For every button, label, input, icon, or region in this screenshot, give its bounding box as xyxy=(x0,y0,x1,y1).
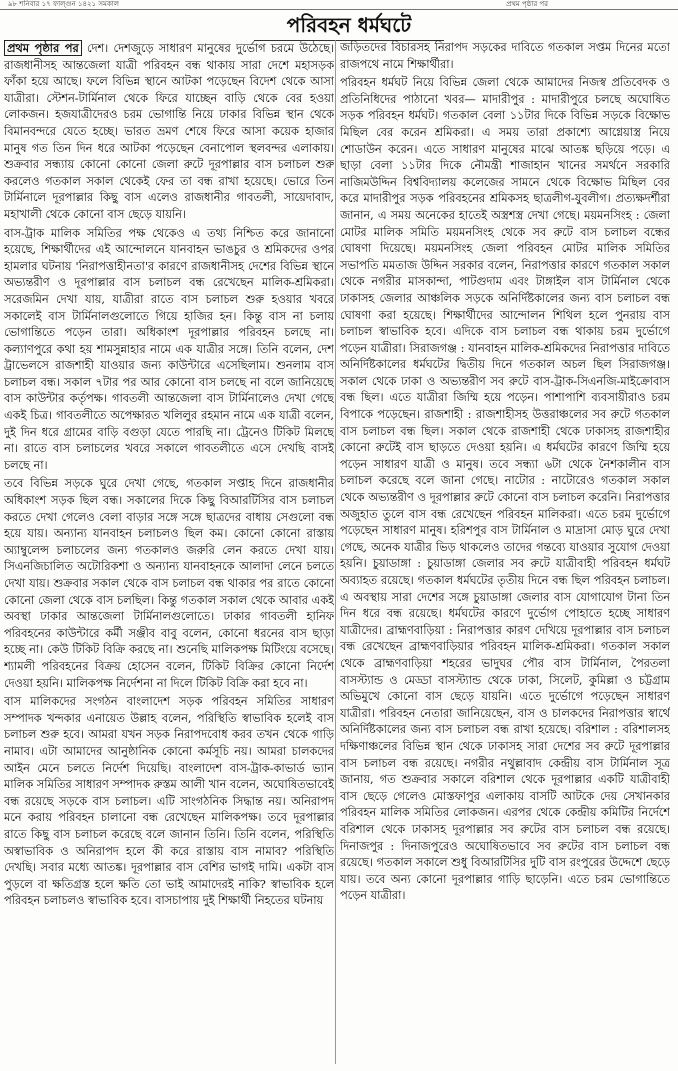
paragraph xyxy=(4,40,334,224)
article-headline: পরিবহন ধর্মঘটে xyxy=(254,10,444,41)
paragraph: জড়িতদের বিচারসহ নিরাপদ সড়কের দাবিতে গতকাল সপ্তম দিনের মতো রাজপথে নামে শিক্ষার্থীরা। xyxy=(340,41,670,71)
page-folio: ৯৮ শনিবার ১৭ ফাল্গুন ১৪২১ সমকাল xyxy=(8,0,119,8)
column-divider xyxy=(335,40,336,1064)
right-column xyxy=(340,40,670,1064)
paragraph-text: দেশ। দেশজুড়ে সাধারণ মানুষের দুর্ভোগ চরমে উঠেছে। রাজধানীসহ আন্তজেলা যাত্রী পরিবহন বন্ধ থাকায় সারা দেশে মহাসড়ক ফাঁকা হয়ে আছে। ফলে বিভিন্ন স্থানে আটকা পড়েছেন বিদেশ থেকে আসা যাত্রীরা। স্টেশন-টার্মিনাল থেকে ফিরে যাচ্ছেন বাড়ি থেকে বের হওয়া লোকজন। হজযাত্রীদেরও চরম ভোগান্তি নিয়ে ঢাকার বিভিন্ন স্থান থেকে বিমানবন্দরে যেতে হচ্ছে। ভারত ভ্রমণ শেষে ফিরে আসা কয়েক হাজার মানুষ গত তিন দিন ধরে আটকা পড়েছেন বেনাপোল স্থলবন্দর এলাকায়। শুক্রবার সন্ধ্যায় কোনো কোনো জেলা রুটে দূরপাল্লার বাস চলাচল শুরু করলেও গতকাল সকাল থেকেই ফের তা বন্ধ রাখা হয়েছে। ভোরে তিন টার্মিনালে দূরপাল্লার কিছু বাস এলেও রাজধানীর গাবতলী, সায়েদাবাদ, মহাখালী থেকে কোনো বাস ছেড়ে যায়নি। xyxy=(4,42,334,221)
paragraph: বাস-ট্রাক মালিক সমিতির পক্ষ থেকেও এ তথ্য নিশ্চিত করে জানানো হয়েছে, শিক্ষার্থীদের এই আন্দোলনে যানবাহন ভাঙচুর ও শ্রমিকদের ওপর হামলার ঘটনায় 'নিরাপত্তাহীনতা'র কারণে রাজধানীসহ দেশের বিভিন্ন স্থানে অভ্যন্তরীণ ও দূরপাল্লার বাস চলাচল বন্ধ রেখেছেন মালিক-শ্রমিকরা। সরেজমিন দেখা যায়, যাত্রীরা রাতে বাস চলাচল শুরু হওয়ার খবরে সকালেই বাস টার্মিনালগুলোতে গিয়ে হাজির হন। কিন্তু বাস না চলায় ভোগান্তিতে পড়েন তারা। অধিকাংশ দূরপাল্লার পরিবহন চলছে না। কল্যাণপুরে কথা হয় শামসুন্নাহার নামে এক যাত্রীর সঙ্গে। তিনি বলেন, দেশ ট্রাভেলসে রাজশাহী যাওয়ার জন্য কাউন্টারে এসেছিলাম। শুনলাম বাস চলাচল বন্ধ। সকাল ৭টার পর আর কোনো বাস চলছে না বলে জানিয়েছে বাস কাউন্টার কর্তৃপক্ষ। গাবতলী আন্তজেলা বাস টার্মিনালেও দেখা গেছে একই চিত্র। গাবতলীতে অপেক্ষারত খলিলুর রহমান নামে এক যাত্রী বলেন, দুই দিন ধরে গ্রামের বাড়ি বগুড়া যেতে পারছি না। ট্রেনেও টিকিট মিলছে না। রাতে বাস চলাচলের খবরে সকালে গাবতলীতে এসে দেখছি বাসই চলছে না। xyxy=(4,226,334,472)
paragraph: পরিবহন ধর্মঘট নিয়ে বিভিন্ন জেলা থেকে আমাদের নিজস্ব প্রতিবেদক ও প্রতিনিধিদের পাঠানো খবর— মাদারীপুর : মাদারীপুরে চলছে অঘোষিত সড়ক পরিবহন ধর্মঘট। গতকাল বেলা ১১টার দিকে বিভিন্ন সড়কে বিক্ষোভ মিছিল বের করেন শ্রমিকরা। এ সময় তারা প্রকাশ্যে আগ্নেয়াস্ত্র নিয়ে শোডাউন করেন। এতে সাধারণ মানুষের মাঝে আতঙ্ক ছড়িয়ে পড়ে। এ ছাড়া বেলা ১১টার দিকে নৌমন্ত্রী শাজাহান খানের সমর্থনে সরকারি নাজিমউদ্দিন বিশ্ববিদ্যালয় কলেজের সামনে থেকে বিক্ষোভ মিছিল বের করে মাদারীপুর সড়ক পরিবহনের শ্রমিকসহ ছাত্রলীগ-যুবলীগ। প্রত্যক্ষদর্শীরা জানান, এ সময় অনেকের হাতেই অস্ত্রশস্ত্র দেখা গেছে। ময়মনসিংহ : জেলা মোটর মালিক সমিতি ময়মনসিংহ থেকে সব রুটে বাস চলাচল বন্ধের ঘোষণা দিয়েছে। ময়মনসিংহ জেলা পরিবহন মোটর মালিক সমিতির সভাপতি মমতাজ উদ্দিন সরকার বলেন, নিরাপত্তার কারণে গতকাল সকাল থেকে নগরীর মাসকান্দা, পাটগুদাম এবং টাঙ্গাইল বাস টার্মিনাল থেকে ঢাকাসহ জেলার আঞ্চলিক সড়কে অনির্দিষ্টকালের জন্য বাস চলাচল বন্ধ ঘোষণা করা হয়েছে। শিক্ষার্থীদের আন্দোলন শিথিল হলে পুনরায় বাস চলাচল স্বাভাবিক হবে। এদিকে বাস চলাচল বন্ধ থাকায় চরম দুর্ভোগে পড়েন যাত্রীরা। সিরাজগঞ্জ : যানবাহন মালিক-শ্রমিকদের নিরাপত্তার দাবিতে অনির্দিষ্টকালের ধর্মঘটের দ্বিতীয় দিনে গতকাল অচল ছিল সিরাজগঞ্জ। সকাল থেকে ঢাকা ও অভ্যন্তরীণ সব রুটে বাস-ট্রাক-সিএনজি-মাইক্রোবাস বন্ধ ছিল। এতে যাত্রীরা জিম্মি হয়ে পড়েন। পাশাপাশি ব্যবসায়ীরাও চরম বিপাকে পড়েছেন। রাজশাহী : রাজশাহীসহ উত্তরাঞ্চলের সব রুটে গতকাল বাস চলাচল বন্ধ ছিল। সকাল থেকে রাজশাহী থেকে ঢাকাসহ রাজশাহীর কোনো রুটেই বাস ছাড়তে দেওয়া হয়নি। এ ধর্মঘটের কারণে জিম্মি হয়ে পড়েন সাধারণ যাত্রী ও মানুষ। তবে সন্ধ্যা ৬টা থেকে নৈশকালীন বাস চলাচল করেছে বলে জানা গেছে। নাটোর : নাটোরেও গতকাল সকাল থেকে অভ্যন্তরীণ ও দূরপাল্লার রুটে কোনো বাস চলাচল করেনি। নিরাপত্তার অজুহাত তুলে বাস বন্ধ রেখেছেন পরিবহন মালিকরা। এতে চরম দুর্ভোগে পড়েছেন সাধারণ মানুষ। হরিশপুর বাস টার্মিনাল ও মাদ্রাসা মোড় ঘুরে দেখা গেছে, অনেক যাত্রীর ভিড় থাকলেও তাদের গন্তব্যে যাওয়ার সুযোগ দেওয়া হয়নি। চুয়াডাঙ্গা : চুয়াডাঙ্গা জেলার সব রুটে যাত্রীবাহী পরিবহন ধর্মঘট অব্যাহত রয়েছে। গতকাল ধর্মঘটের তৃতীয় দিনে বন্ধ ছিল পরিবহন চলাচল। এ অবস্থায় সারা দেশের সঙ্গে চুয়াডাঙ্গা জেলার বাস যোগাযোগ টানা তিন দিন ধরে বন্ধ রয়েছে। ধর্মঘটের কারণে দুর্ভোগ পোহাতে হচ্ছে সাধারণ যাত্রীদের। ব্রাহ্মণবাড়িয়া : নিরাপত্তার কারণ দেখিয়ে দূরপাল্লার বাস চলাচল বন্ধ রেখেছেন ব্রাহ্মণবাড়িয়ার পরিবহন মালিক-শ্রমিকরা। গতকাল সকাল থেকে ব্রাহ্মণবাড়িয়া শহরের ভাদুঘর পৌর বাস টার্মিনাল, পৈরতলা বাসস্ট্যান্ড ও মেড্ডা বাসস্ট্যান্ড থেকে ঢাকা, সিলেট, কুমিল্লা ও চট্টগ্রাম অভিমুখে কোনো বাস ছেড়ে যায়নি। এতে দুর্ভোগে পড়েছেন সাধারণ যাত্রীরা। পরিবহন নেতারা জানিয়েছেন, বাস ও চালকদের নিরাপত্তার স্বার্থে অনির্দিষ্টকালের জন্য বাস চলাচল বন্ধ রাখা হয়েছে। বরিশাল : বরিশালসহ দক্ষিণাঞ্চলের বিভিন্ন স্থান থেকে ঢাকাসহ সারা দেশের সব রুটে দূরপাল্লার বাস চলাচল বন্ধ রয়েছে। নগরীর নথুল্লাবাদ কেন্দ্রীয় বাস টার্মিনাল সূত্র জানায়, গত শুক্রবার সকালে বরিশাল থেকে দূরপাল্লার একটি যাত্রীবাহী বাস ছেড়ে গেলেও মোস্তফাপুর এলাকায় বাসটি আটকে দেয় সেখানকার পরিবহন মালিক সমিতির লোকজন। এরপর থেকে কেন্দ্রীয় কমিটির নির্দেশে বরিশাল থেকে ঢাকাসহ দূরপাল্লার সব রুটের বাস চলাচল বন্ধ রয়েছে। দিনাজপুর : দিনাজপুরেও অঘোষিতভাবে সব রুটের বাস চলাচল বন্ধ রয়েছে। গতকাল সকালে শুধু বিআরটিসির দুটি বাস রংপুরের উদ্দেশে ছেড়ে যায়। তবে অন্য কোনো দূরপাল্লার গাড়ি ছাড়েনি। এতে চরম ভোগান্তিতে পড়েন যাত্রীরা। xyxy=(340,76,670,903)
page-top-strip xyxy=(0,0,678,10)
left-column xyxy=(4,40,334,1064)
paragraph: বাস মালিকদের সংগঠন বাংলাদেশ সড়ক পরিবহন সমিতির সাধারণ সম্পাদক খন্দকার এনায়েত উল্লাহ বলেন, পরিস্থিতি স্বাভাবিক হলেই বাস চলাচল শুরু হবে। আমরা যখন সড়ক নিরাপদবোধ করব তখন থেকে গাড়ি নামাব। এটা আমাদের আনুষ্ঠানিক কোনো কর্মসূচি নয়। আমরা চালকদের আইন মেনে চলতে নির্দেশ দিয়েছি। বাংলাদেশ বাস-ট্রাক-কাভার্ড ভ্যান মালিক সমিতির সাধারণ সম্পাদক রুস্তম আলী খান বলেন, অঘোষিতভাবেই বন্ধ রয়েছে সড়কে বাস চলাচল। এটি সাংগঠনিক সিদ্ধান্ত নয়। অনিরাপদ মনে করায় পরিবহন চালানো বন্ধ রেখেছেন মালিকপক্ষ। তবে দূরপাল্লার রাতে কিছু বাস চলাচল করেছে বলে জানান তিনি। তিনি বলেন, পরিস্থিতি অস্বাভাবিক ও অনিরাপদ হলে কী করে রাস্তায় বাস নামাব? পরিস্থিতি দেখছি। সবার মধ্যে আতঙ্ক। দূরপাল্লার বাস বেশির ভাগই দামি। একটা বাস পুড়লে বা ক্ষতিগ্রস্ত হলে ক্ষতি তো ভাই আমাদেরই নাকি? স্বাভাবিক হলে পরিবহন চলাচলও স্বাভাবিক হবে। বাসচাপায় দুই শিক্ষার্থী নিহতের ঘটনায় xyxy=(4,695,334,908)
continued-from-label: প্রথম পৃষ্ঠার পর xyxy=(4,40,82,56)
paragraph: তবে বিভিন্ন সড়কে ঘুরে দেখা গেছে, গতকাল সপ্তাহ দিনে রাজধানীর অধিকাংশ সড়ক ছিল বন্ধ। সকালের দিকে কিছু বিআরটিসির বাস চলাচল করতে দেখা গেলেও বেলা বাড়ার সঙ্গে সঙ্গে ছাত্রদের বাধায় সেগুলো বন্ধ হয়ে যায়। অন্যান্য যানবাহন চলাচলও ছিল কম। কোনো কোনো রাস্তায় অ্যাম্বুলেন্স চলাচলের জন্য গতকালও জরুরি লেন করতে দেখা যায়। সিএনজিচালিত অটোরিকশা ও অন্যান্য যানবাহনকে আলাদা লেনে চলতে দেখা যায়। শুক্রবার সকাল থেকে বাস চলাচল বন্ধ থাকার পর রাতে কোনো কোনো জেলা থেকে বাস চলছিল। কিন্তু গতকাল সকাল থেকে আবার একই অবস্থা ঢাকার আন্তজেলা টার্মিনালগুলোতে। ঢাকার গাবতলী হানিফ পরিবহনের কাউন্টারে কর্মী সঞ্জীব বাবু বলেন, কোনো ধরনের বাস ছাড়া হচ্ছে না। কেউ টিকিট বিক্রি করছে না। শুনেছি মালিকপক্ষ মিটিংয়ে বসেছে। শ্যামলী পরিবহনের বিক্রয় হোসেন বলেন, টিকিট বিক্রির কোনো নির্দেশ দেওয়া হয়নি। মালিকপক্ষ নির্দেশনা না দিলে টিকিট বিক্রি করা হবে না। xyxy=(4,477,334,690)
continued-label: প্রথম পৃষ্ঠার পর xyxy=(506,0,548,8)
